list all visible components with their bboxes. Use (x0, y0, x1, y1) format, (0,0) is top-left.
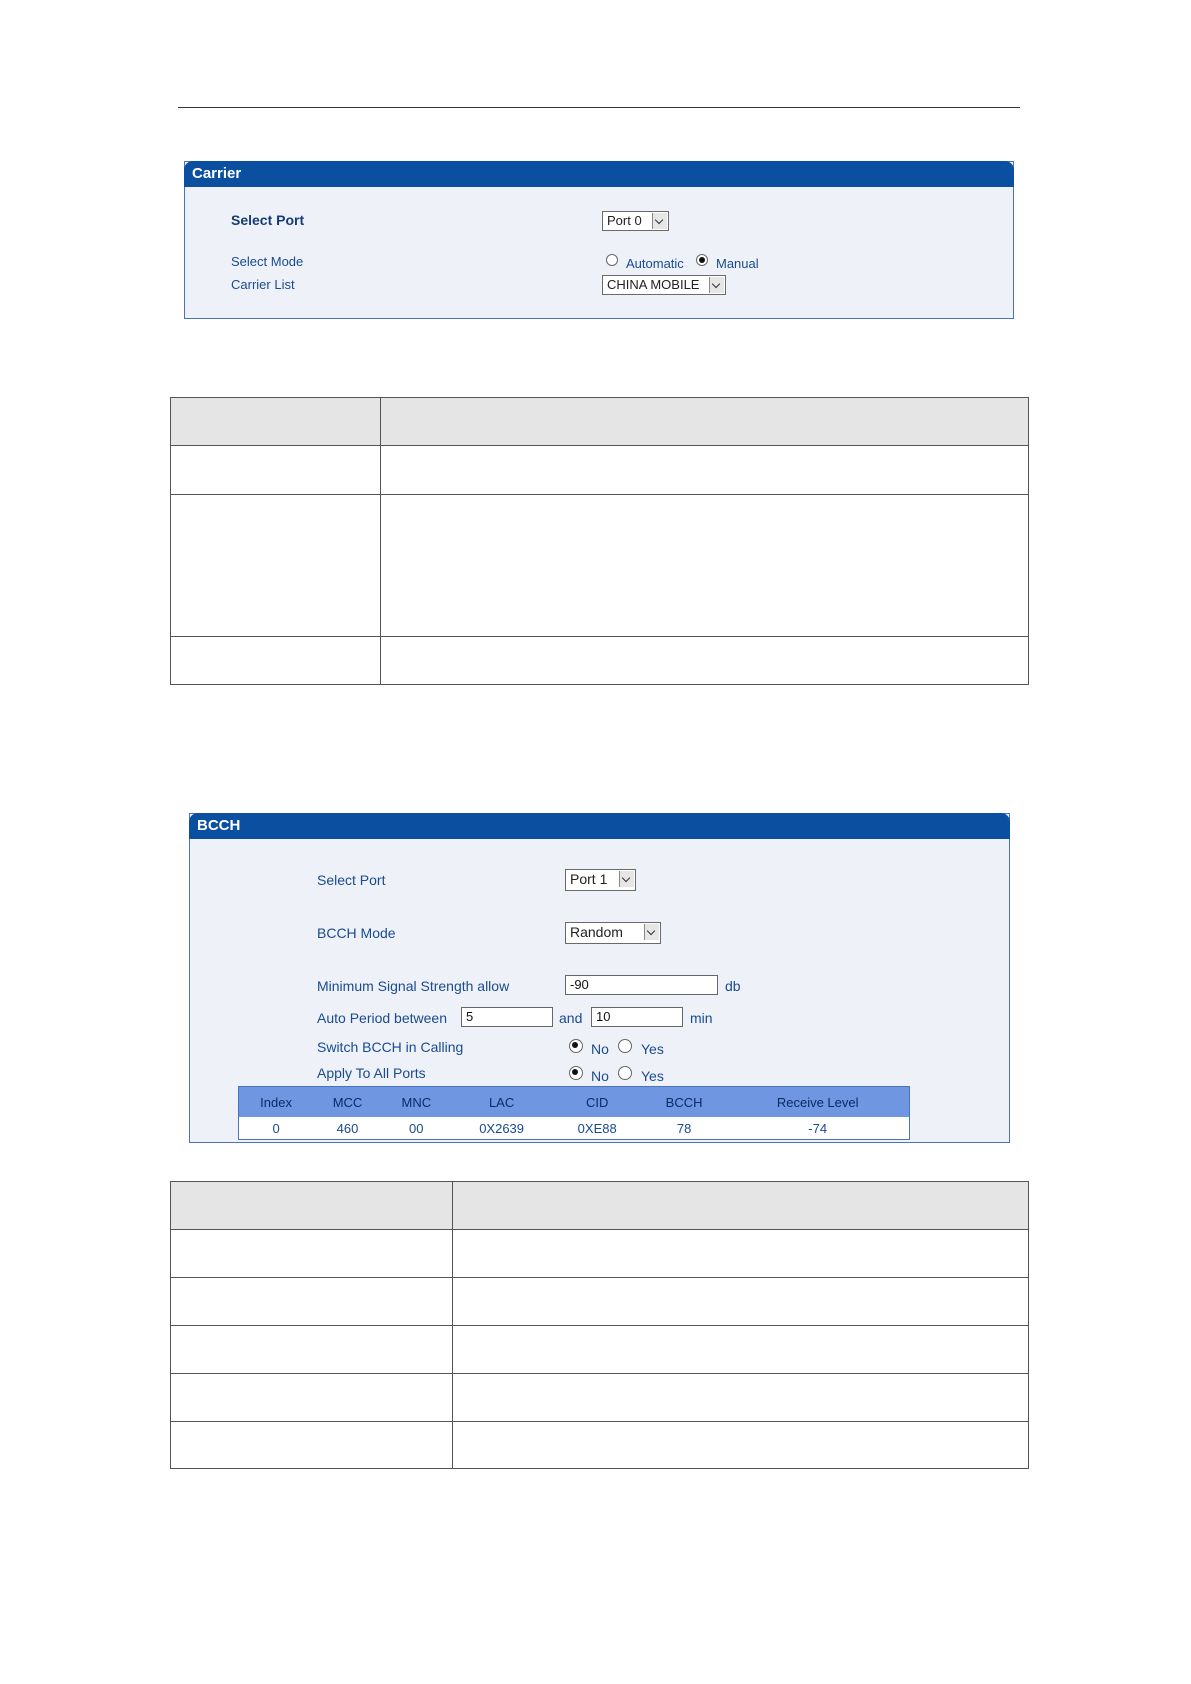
carrier-port-select-value: Port 0 (607, 213, 642, 228)
mode-automatic-label: Automatic (626, 256, 684, 271)
table-cell (453, 1182, 1029, 1230)
bcch-info-table (238, 1086, 910, 1140)
bcch-select-port-label: Select Port (317, 872, 386, 888)
table-cell (381, 446, 1029, 495)
table-row (171, 495, 1029, 637)
chevron-down-icon (709, 277, 724, 293)
table-cell (171, 637, 381, 685)
auto-period-unit: min (690, 1010, 713, 1026)
cell-mcc: 460 (313, 1117, 382, 1140)
header-mcc: MCC (313, 1087, 382, 1118)
cell-index: 0 (239, 1117, 314, 1140)
table-cell (171, 398, 381, 446)
header-rule (178, 107, 1020, 108)
switch-bcch-label: Switch BCCH in Calling (317, 1039, 464, 1055)
table-cell (171, 495, 381, 637)
min-signal-label: Minimum Signal Strength allow (317, 978, 510, 994)
apply-all-ports-label: Apply To All Ports (317, 1065, 426, 1081)
bcch-mode-label: BCCH Mode (317, 925, 396, 941)
bcch-port-select[interactable] (565, 869, 636, 891)
table-cell (381, 637, 1029, 685)
table-row (239, 1117, 910, 1140)
apply-yes-radio[interactable] (618, 1066, 632, 1080)
header-cid: CID (553, 1087, 642, 1118)
table-row (171, 637, 1029, 685)
table-cell (171, 446, 381, 495)
auto-period-to-input[interactable]: 10 (591, 1007, 683, 1027)
table-row (171, 1422, 1029, 1469)
bcch-panel-title: BCCH (189, 813, 1010, 839)
table-cell (171, 1374, 453, 1422)
cell-mnc: 00 (382, 1117, 451, 1140)
header-index: Index (239, 1087, 314, 1118)
apply-no-radio[interactable] (569, 1066, 583, 1080)
mode-manual-label: Manual (716, 256, 759, 271)
table-cell (453, 1326, 1029, 1374)
bcch-panel (189, 813, 1010, 1143)
auto-period-label: Auto Period between (317, 1010, 447, 1026)
carrier-select-port-label: Select Port (231, 212, 305, 228)
table-cell (381, 495, 1029, 637)
cell-lac: 0X2639 (451, 1117, 553, 1140)
table-cell (171, 1278, 453, 1326)
table-row (171, 1374, 1029, 1422)
header-receive-level: Receive Level (726, 1087, 909, 1118)
cell-cid: 0XE88 (553, 1117, 642, 1140)
carrier-panel (184, 161, 1014, 319)
table-header-row (171, 1182, 1029, 1230)
table-cell (453, 1278, 1029, 1326)
carrier-list-label: Carrier List (231, 277, 295, 292)
mode-manual-radio[interactable] (696, 254, 708, 266)
table-row (171, 1326, 1029, 1374)
apply-no-label: No (591, 1068, 609, 1084)
auto-period-from-input[interactable]: 5 (461, 1007, 553, 1027)
carrier-list-select[interactable] (602, 275, 726, 295)
chevron-down-icon (619, 871, 634, 887)
apply-yes-label: Yes (641, 1068, 664, 1084)
table-cell (453, 1374, 1029, 1422)
cell-bcch: 78 (642, 1117, 727, 1140)
carrier-panel-title: Carrier (184, 161, 1014, 187)
table-header-row (171, 398, 1029, 446)
table-cell (381, 398, 1029, 446)
cell-receive-level: -74 (726, 1117, 909, 1140)
bcch-description-table (170, 1181, 1029, 1469)
auto-period-and-label: and (559, 1010, 583, 1026)
header-bcch: BCCH (642, 1087, 727, 1118)
switch-no-label: No (591, 1041, 609, 1057)
table-row (171, 1278, 1029, 1326)
switch-yes-label: Yes (641, 1041, 664, 1057)
switch-no-radio[interactable] (569, 1039, 583, 1053)
min-signal-input[interactable]: -90 (565, 975, 718, 995)
switch-yes-radio[interactable] (618, 1039, 632, 1053)
carrier-description-table (170, 397, 1029, 685)
bcch-port-select-value: Port 1 (570, 871, 608, 887)
table-cell (171, 1230, 453, 1278)
bcch-mode-select-value: Random (570, 924, 623, 940)
table-row (171, 1230, 1029, 1278)
bcch-table-header-row (239, 1087, 910, 1118)
carrier-list-select-value: CHINA MOBILE (607, 277, 700, 292)
bcch-mode-select[interactable] (565, 922, 661, 944)
chevron-down-icon (644, 924, 659, 940)
table-cell (453, 1422, 1029, 1469)
mode-automatic-radio[interactable] (606, 254, 618, 266)
header-mnc: MNC (382, 1087, 451, 1118)
carrier-port-select[interactable] (602, 211, 669, 231)
header-lac: LAC (451, 1087, 553, 1118)
table-row (171, 446, 1029, 495)
chevron-down-icon (652, 213, 667, 229)
min-signal-unit: db (725, 978, 741, 994)
table-cell (171, 1422, 453, 1469)
table-cell (171, 1326, 453, 1374)
table-cell (171, 1182, 453, 1230)
table-cell (453, 1230, 1029, 1278)
carrier-select-mode-label: Select Mode (231, 254, 304, 269)
